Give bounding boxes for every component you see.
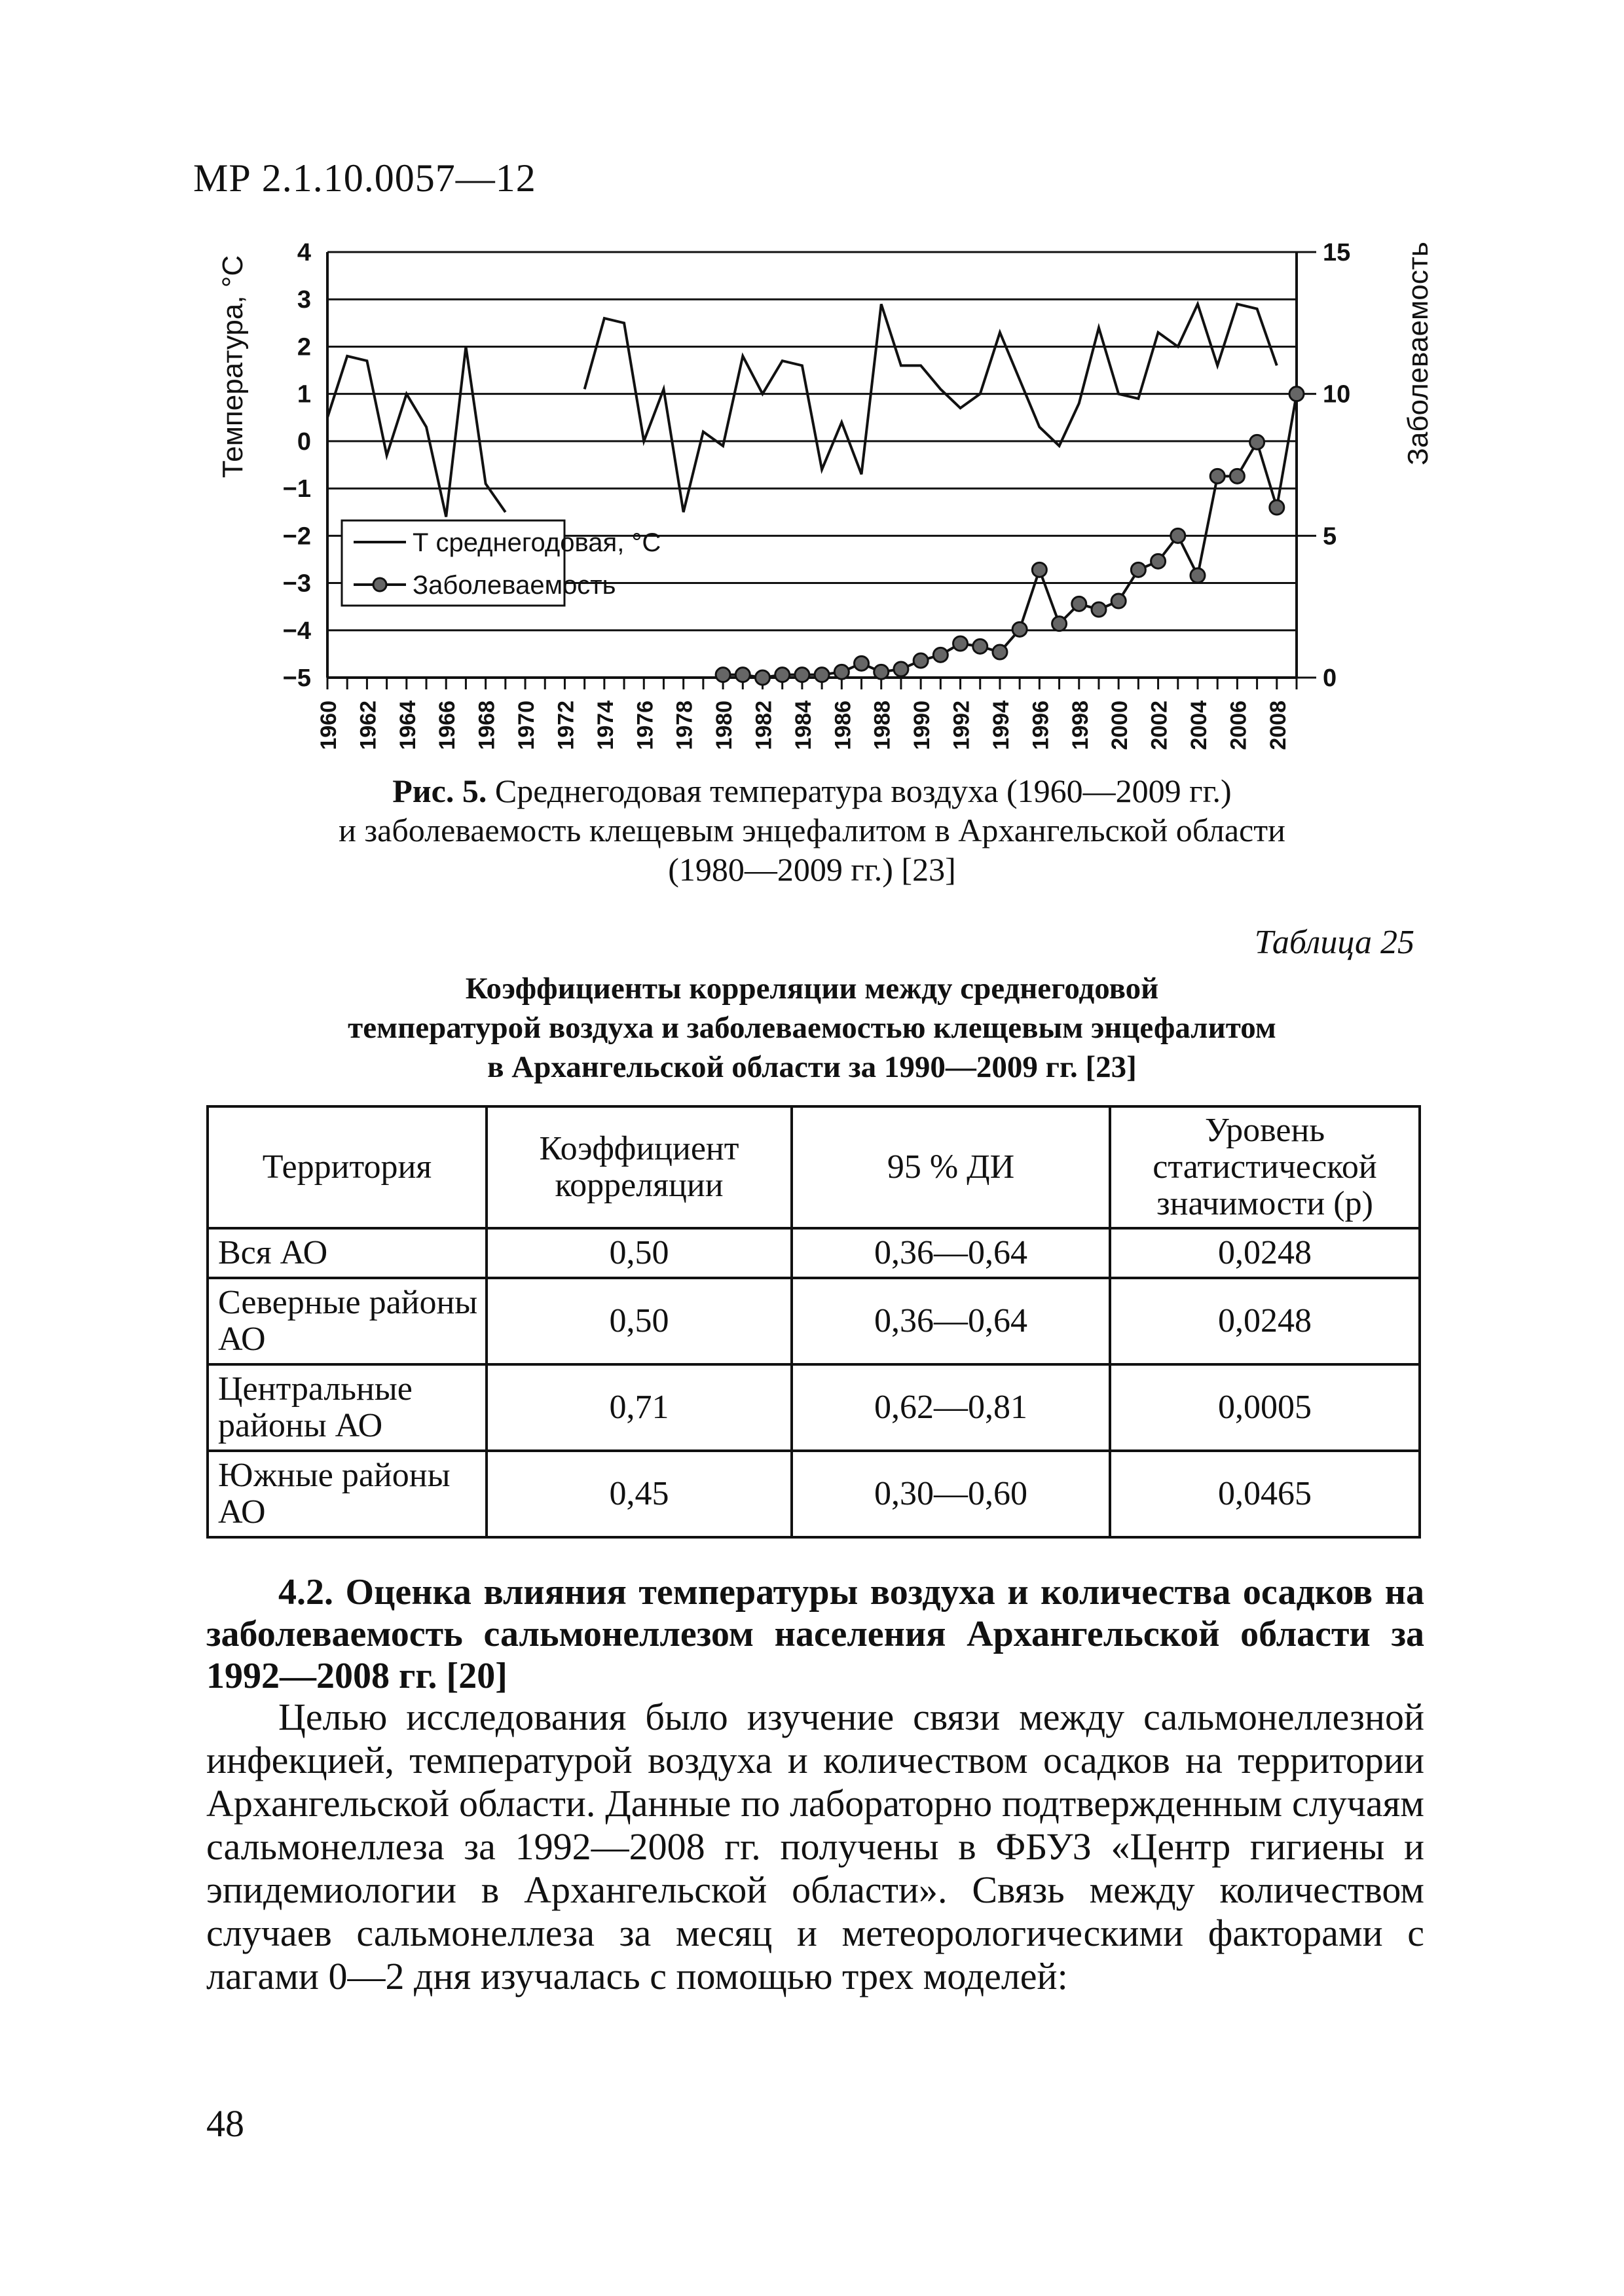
temperature-line (585, 304, 1277, 512)
y-tick-label: 0 (297, 428, 311, 456)
page-number: 48 (206, 2102, 244, 2145)
table-row (208, 1364, 1420, 1451)
cell-ci: 0,36—0,64 (792, 1228, 1110, 1278)
table-row (208, 1278, 1420, 1364)
legend-temp-label: Т среднегодовая, °С (413, 528, 661, 557)
table-title-line1: Коэффициенты корреляции между среднегодовой (465, 972, 1159, 1006)
cell-p: 0,0465 (1110, 1451, 1420, 1537)
table-header-row (208, 1106, 1420, 1228)
x-tick-label: 2004 (1186, 701, 1211, 750)
x-tick-label: 1978 (672, 701, 697, 750)
cell-ci: 0,30—0,60 (792, 1451, 1110, 1537)
incidence-point (1270, 500, 1284, 515)
y-tick-label: 3 (297, 286, 311, 314)
x-tick-label: 1990 (910, 701, 935, 750)
x-tick-label: 1994 (988, 701, 1014, 750)
x-tick-label: 1986 (830, 701, 856, 750)
incidence-point (775, 668, 790, 682)
cell-territory: Центральные районы АО (208, 1364, 487, 1451)
incidence-point (1230, 469, 1244, 483)
x-tick-label: 1968 (474, 701, 500, 750)
y-tick-label: 1 (297, 380, 311, 409)
x-tick-label: 1992 (949, 701, 974, 750)
incidence-point (933, 647, 948, 662)
incidence-point (1092, 602, 1106, 617)
x-tick-label: 1970 (514, 701, 540, 750)
temperature-line (327, 346, 506, 517)
incidence-point (1032, 562, 1046, 577)
y-tick-label: 4 (297, 239, 311, 266)
cell-correlation: 0,50 (487, 1278, 792, 1364)
x-axis-ticks (316, 678, 1297, 750)
incidence-point (1131, 562, 1145, 577)
x-tick-label: 2002 (1147, 701, 1172, 750)
x-tick-label: 1984 (790, 701, 816, 750)
x-tick-label: 1980 (712, 701, 737, 750)
y2-tick-label: 5 (1323, 522, 1337, 551)
incidence-point (855, 656, 869, 670)
cell-p: 0,0248 (1110, 1278, 1420, 1364)
y-tick-label: −3 (282, 570, 311, 598)
left-axis-ticks (283, 239, 311, 692)
cell-correlation: 0,71 (487, 1364, 792, 1451)
header-territory: Территория (208, 1106, 487, 1228)
temperature-incidence-chart (190, 223, 1526, 773)
cell-correlation: 0,50 (487, 1228, 792, 1278)
x-tick-label: 1974 (593, 701, 618, 750)
incidence-point (913, 653, 928, 668)
y-tick-label: 2 (297, 333, 311, 361)
table-title-line2: температурой воздуха и заболеваемостью клещевым энцефалитом (348, 1011, 1276, 1045)
header-correlation: Коэффициент корреляции (487, 1106, 792, 1228)
y2-tick-label: 0 (1323, 665, 1337, 692)
y-tick-label: −5 (282, 665, 311, 692)
x-tick-label: 1988 (870, 701, 895, 750)
incidence-point (834, 665, 849, 679)
incidence-point (735, 668, 750, 682)
temperature-series (327, 304, 1277, 517)
table-title (210, 969, 1414, 1087)
legend-inc-marker (373, 578, 386, 591)
y2-axis-label: Заболеваемость (1402, 242, 1434, 465)
figure-caption-line1: Среднегодовая температура воздуха (1960—2009 гг.) (487, 773, 1232, 809)
header-significance: Уровень статистической значимости (р) (1110, 1106, 1420, 1228)
incidence-point (1210, 469, 1225, 483)
x-tick-label: 1976 (633, 701, 658, 750)
section-heading: 4.2. Оценка влияния температуры воздуха и количества осадков на заболеваемость сальмонеллезом населения Архангельской области за 1992—2008 гг. [20] (206, 1572, 1424, 1696)
document-code: МР 2.1.10.0057—12 (193, 156, 536, 200)
table-label: Таблица 25 (1254, 924, 1414, 961)
table-row (208, 1228, 1420, 1278)
cell-p: 0,0005 (1110, 1364, 1420, 1451)
cell-territory: Северные районы АО (208, 1278, 487, 1364)
incidence-point (755, 670, 769, 685)
cell-p: 0,0248 (1110, 1228, 1420, 1278)
x-tick-label: 1982 (751, 701, 777, 750)
y-tick-label: −2 (282, 522, 311, 551)
x-tick-label: 1962 (356, 701, 381, 750)
chart-legend (342, 520, 661, 606)
incidence-point (716, 668, 730, 682)
x-tick-label: 1996 (1028, 701, 1054, 750)
y2-tick-label: 15 (1323, 239, 1351, 266)
y-tick-label: −1 (282, 475, 311, 503)
body-paragraph: Целью исследования было изучение связи между сальмонеллезной инфекцией, температурой воздуха и количеством осадков на территории Архангельской области. Данные по лабораторно подтвержденным случаям сальмонеллеза за 1992—2008 гг. получены в ФБУЗ «Центр гигиены и эпидемиологии в Архангельской области». Связь между количеством случаев сальмонеллеза за месяц и метеорологическими факторами с лагами 0—2 дня изучалась с помощью трех моделей: (206, 1696, 1424, 1997)
cell-ci: 0,36—0,64 (792, 1278, 1110, 1364)
incidence-point (1190, 568, 1205, 583)
cell-territory: Южные районы АО (208, 1451, 487, 1537)
incidence-point (1012, 622, 1027, 636)
incidence-point (1289, 387, 1304, 401)
incidence-point (993, 645, 1007, 659)
x-tick-label: 1960 (316, 701, 341, 750)
incidence-point (1171, 528, 1185, 543)
cell-correlation: 0,45 (487, 1451, 792, 1537)
figure-caption-label: Рис. 5. (392, 773, 487, 809)
y2-tick-label: 10 (1323, 380, 1351, 409)
x-tick-label: 1964 (395, 701, 420, 750)
figure-caption-line2: и заболеваемость клещевым энцефалитом в Архангельской области (339, 812, 1285, 848)
legend-inc-label: Заболеваемость (413, 571, 616, 600)
incidence-point (1151, 554, 1166, 568)
incidence-point (1250, 435, 1264, 449)
plot-frame (327, 252, 1297, 678)
figure-caption-line3: (1980—2009 гг.) [23] (668, 851, 956, 888)
incidence-point (953, 636, 968, 651)
cell-ci: 0,62—0,81 (792, 1364, 1110, 1451)
cell-territory: Вся АО (208, 1228, 487, 1278)
incidence-point (973, 639, 987, 653)
y-axis-label: Температура, °С (217, 255, 249, 479)
y-tick-label: −4 (282, 617, 311, 645)
x-tick-label: 2008 (1265, 701, 1291, 750)
incidence-point (894, 662, 908, 676)
incidence-point (1111, 594, 1126, 608)
header-ci: 95 % ДИ (792, 1106, 1110, 1228)
chart-grid (327, 252, 1297, 678)
incidence-point (815, 668, 829, 682)
incidence-point (1052, 617, 1067, 631)
x-tick-label: 1972 (553, 701, 579, 750)
x-tick-label: 1966 (435, 701, 460, 750)
x-tick-label: 2000 (1107, 701, 1133, 750)
incidence-point (1072, 596, 1086, 611)
incidence-point (795, 668, 809, 682)
correlation-table (206, 1105, 1421, 1539)
x-tick-label: 2006 (1226, 701, 1251, 750)
table-row (208, 1451, 1420, 1537)
x-tick-label: 1998 (1067, 701, 1093, 750)
table-title-line3: в Архангельской области за 1990—2009 гг. [23] (487, 1050, 1137, 1084)
figure-caption (196, 771, 1428, 889)
incidence-point (874, 665, 889, 679)
right-axis-ticks (1297, 239, 1350, 692)
